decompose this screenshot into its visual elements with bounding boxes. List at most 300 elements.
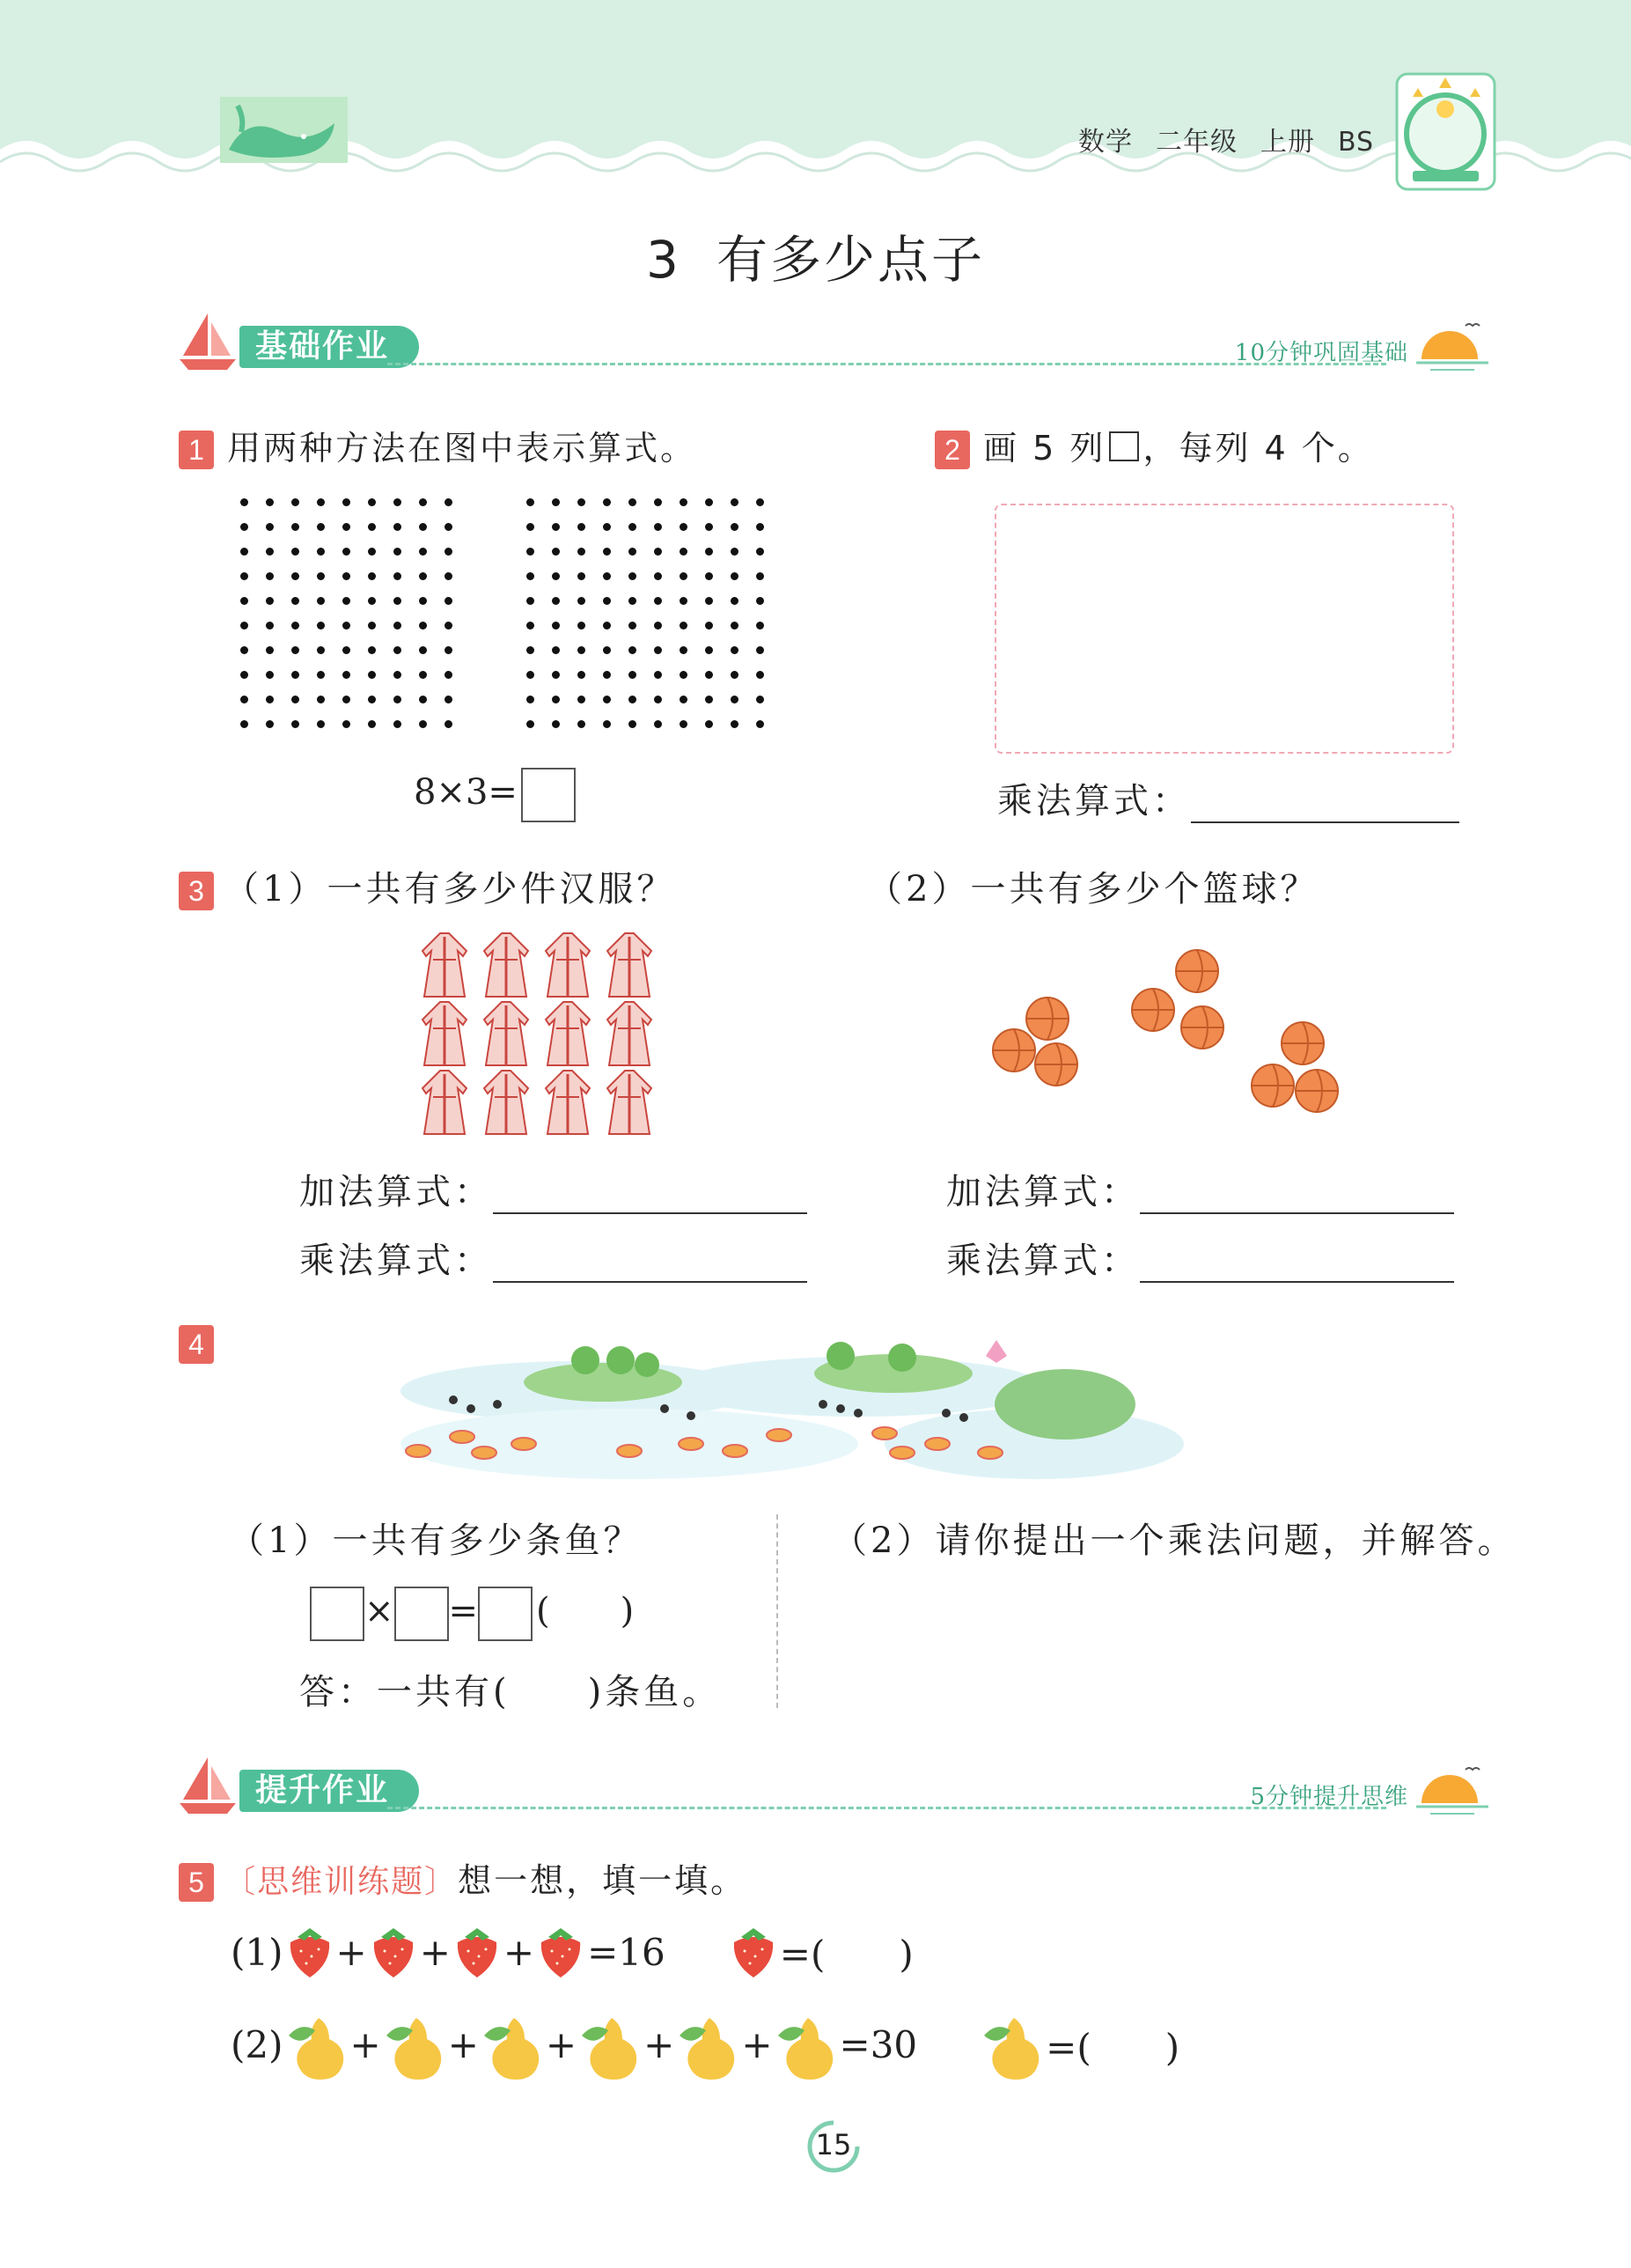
q3-right-add-label: 加法算式： (946, 1172, 1140, 1212)
dot (603, 622, 611, 630)
basketball-icon (1252, 1064, 1294, 1107)
dot (342, 696, 350, 703)
dot (552, 597, 560, 605)
dot (240, 548, 248, 556)
dot (444, 646, 452, 654)
basketball-icon (1035, 1043, 1077, 1086)
q5-text: 想一想，填一填。 (458, 1861, 747, 1900)
dot (577, 622, 585, 630)
dot (368, 646, 376, 654)
dot (240, 622, 248, 630)
dot (317, 548, 325, 556)
dot (419, 622, 427, 630)
q5-row2-sum: =30 (839, 2023, 918, 2066)
q5-row2 (231, 2007, 1179, 2082)
q4-times: × (364, 1591, 394, 1631)
dot (342, 597, 350, 605)
dot (368, 572, 376, 580)
dot (680, 646, 687, 654)
plus-sign: + (335, 1930, 367, 1974)
dot (266, 671, 274, 679)
dot (705, 671, 713, 679)
dot (266, 646, 274, 654)
dot (266, 523, 274, 531)
q3-left-add-label: 加法算式： (299, 1172, 493, 1212)
dot (444, 622, 452, 630)
dot (577, 523, 585, 531)
dot (603, 548, 611, 556)
dot (680, 671, 687, 679)
q4-part2: （2）请你提出一个乘法问题，并解答。 (832, 1521, 1517, 1561)
dot (317, 498, 325, 506)
pear-icon (285, 2009, 349, 2081)
page-number-badge (803, 2116, 864, 2177)
section-basic-label: 基础作业 (239, 326, 419, 368)
dot (291, 696, 299, 703)
hanfu-icon (484, 1071, 528, 1134)
dot (654, 622, 662, 630)
dot (291, 622, 299, 630)
dot (731, 622, 738, 630)
dot (577, 597, 585, 605)
q1-heading (179, 421, 696, 469)
dot (291, 597, 299, 605)
dot (680, 498, 687, 506)
header-grade: 二年级 (1156, 127, 1238, 158)
section-basic-hint: 10分钟巩固基础 (1234, 340, 1408, 366)
q3-left-mul (299, 1233, 807, 1283)
pear-icon (981, 2009, 1044, 2081)
dot (240, 696, 248, 703)
page-title-number: 3 (646, 230, 681, 290)
hanfu-icon (422, 933, 467, 997)
dot (317, 523, 325, 531)
badge-icon (1395, 72, 1496, 191)
dot (266, 498, 274, 506)
dot (317, 671, 325, 679)
plus-sign: + (741, 2023, 773, 2066)
dot (603, 720, 611, 728)
strawberry-icon (369, 1925, 418, 1979)
dot (552, 720, 560, 728)
q5-row1-sum: =16 (587, 1930, 665, 1974)
dot (628, 720, 636, 728)
header-subject: 数学 (1078, 127, 1133, 158)
header-meta (1078, 120, 1397, 158)
q5-row1-answer[interactable]: =( ) (779, 1933, 914, 1976)
dot (654, 720, 662, 728)
q4-box-1[interactable] (310, 1587, 364, 1641)
section-advanced-divider (387, 1807, 1386, 1809)
dot (291, 498, 299, 506)
dot (628, 646, 636, 654)
pear-icon (481, 2009, 544, 2081)
q5-number: 5 (179, 1863, 214, 1902)
dot (756, 696, 764, 703)
dot (393, 696, 401, 703)
header-volume: 上册 (1260, 127, 1315, 158)
dot (526, 622, 534, 630)
dot (291, 523, 299, 531)
dot (342, 720, 350, 728)
dot (654, 646, 662, 654)
basketball-group (977, 946, 1347, 1131)
dot (393, 572, 401, 580)
q2-number: 2 (935, 431, 970, 469)
dot (603, 498, 611, 506)
section-advanced-label: 提升作业 (239, 1770, 419, 1812)
dot (654, 523, 662, 531)
dot (680, 696, 687, 703)
dot (291, 572, 299, 580)
dot (317, 622, 325, 630)
dot (628, 548, 636, 556)
q5-row1-prefix: (1) (231, 1930, 283, 1974)
q1-text: 用两种方法在图中表示算式。 (227, 429, 697, 468)
dot (240, 597, 248, 605)
dot (342, 671, 350, 679)
strawberry-icon (729, 1925, 778, 1979)
pear-icon (676, 2009, 739, 2081)
plus-sign: + (545, 2023, 577, 2066)
dot (419, 696, 427, 703)
q2-drawing-area[interactable] (995, 504, 1454, 754)
dot (628, 622, 636, 630)
basketball-icon (1132, 989, 1174, 1031)
dot (526, 597, 534, 605)
dot (680, 548, 687, 556)
dot (368, 696, 376, 703)
dot (342, 523, 350, 531)
q3-left-mul-line[interactable] (493, 1241, 807, 1283)
q2-text-a: 画 5 列 (983, 429, 1106, 468)
q2-text-b: ，每列 4 个。 (1142, 429, 1374, 468)
dot (552, 671, 560, 679)
dot (705, 622, 713, 630)
dot (240, 498, 248, 506)
hanfu-icon (546, 1071, 590, 1134)
dot (654, 572, 662, 580)
q2-formula-label: 乘法算式： (997, 781, 1191, 821)
dot (756, 622, 764, 630)
dot (705, 720, 713, 728)
dot (654, 671, 662, 679)
strawberry-icon (285, 1925, 334, 1979)
dot (419, 523, 427, 531)
dot (240, 720, 248, 728)
dot (317, 720, 325, 728)
dot (577, 646, 585, 654)
plus-sign: + (349, 2023, 381, 2066)
dot (680, 622, 687, 630)
q5-row2-prefix: (2) (231, 2023, 283, 2066)
dot (266, 622, 274, 630)
dot (266, 696, 274, 703)
strawberry-icon (452, 1925, 502, 1979)
q3-right-mul (946, 1233, 1454, 1283)
dot (603, 523, 611, 531)
whale-logo-icon (220, 97, 348, 163)
q3-right-add (946, 1164, 1454, 1214)
dot (444, 498, 452, 506)
dot (552, 548, 560, 556)
dot (603, 671, 611, 679)
pear-icon (578, 2009, 642, 2081)
q5-tag: 〔思维训练题〕 (224, 1864, 459, 1900)
dot (628, 498, 636, 506)
q3-left-mul-label: 乘法算式： (299, 1241, 493, 1281)
q1-equation (414, 768, 576, 822)
dot (526, 498, 534, 506)
dot (240, 572, 248, 580)
dot (552, 572, 560, 580)
dot (603, 572, 611, 580)
dot (266, 572, 274, 580)
dot (342, 646, 350, 654)
dot (317, 696, 325, 703)
q4-box-2[interactable] (394, 1587, 449, 1641)
dot (444, 597, 452, 605)
dot (368, 523, 376, 531)
q3-right-mul-label: 乘法算式： (946, 1241, 1140, 1281)
hanfu-icon (546, 933, 590, 997)
dot (317, 646, 325, 654)
basketball-icon (1282, 1022, 1324, 1064)
dot (705, 548, 713, 556)
dot (444, 720, 452, 728)
plus-sign: + (643, 2023, 675, 2066)
dot (705, 646, 713, 654)
q2-formula-line[interactable] (1191, 781, 1459, 823)
hanfu-icon (546, 1002, 590, 1065)
dot (266, 720, 274, 728)
dot (680, 523, 687, 531)
dot (680, 720, 687, 728)
dot (393, 498, 401, 506)
dot (628, 597, 636, 605)
dot (552, 622, 560, 630)
dot (419, 720, 427, 728)
dot (444, 548, 452, 556)
sunset-icon (1413, 317, 1492, 380)
plus-sign: + (503, 1930, 535, 1974)
page-title (0, 218, 1631, 292)
dot (731, 597, 738, 605)
q1-equation-text: 8×3= (414, 772, 518, 813)
dot (731, 720, 738, 728)
dot (393, 548, 401, 556)
hanfu-icon (484, 933, 528, 997)
dot (240, 646, 248, 654)
dot-grid-right[interactable] (526, 498, 782, 745)
dot (444, 523, 452, 531)
dot (552, 696, 560, 703)
dot (526, 671, 534, 679)
q4-divider (776, 1514, 778, 1708)
dot (705, 523, 713, 531)
dot (680, 597, 687, 605)
q3-part2: （2）一共有多少个篮球？ (867, 869, 1319, 909)
sailboat-icon (176, 310, 239, 373)
dot (756, 572, 764, 580)
q4-heading (179, 1325, 214, 1364)
q5-row2-answer[interactable]: =( ) (1046, 2025, 1180, 2069)
section-advanced-hint: 5分钟提升思维 (1250, 1784, 1408, 1810)
dot (552, 646, 560, 654)
dot (240, 523, 248, 531)
dot (342, 548, 350, 556)
dot (526, 523, 534, 531)
dot (240, 671, 248, 679)
dot (368, 671, 376, 679)
hanfu-icon (422, 1002, 467, 1065)
dot (577, 572, 585, 580)
dot (342, 572, 350, 580)
q3-left-add-line[interactable] (493, 1172, 807, 1214)
dot (603, 597, 611, 605)
sunset-icon (1413, 1761, 1492, 1824)
page-title-text: 有多少点子 (716, 230, 985, 290)
dot (705, 572, 713, 580)
hanfu-icon (422, 1071, 467, 1134)
dot (419, 548, 427, 556)
q3-left-add (299, 1164, 807, 1214)
dot (577, 671, 585, 679)
dot (577, 498, 585, 506)
pond-scene (365, 1321, 1188, 1497)
strawberry-icon (536, 1925, 585, 1979)
q4-unit-paren[interactable]: ( ) (536, 1591, 635, 1631)
section-advanced-bar (176, 1754, 1492, 1824)
basketball-icon (993, 1029, 1035, 1071)
q4-box-3[interactable] (478, 1587, 533, 1641)
dot (654, 597, 662, 605)
dot (342, 498, 350, 506)
q3-right-add-line[interactable] (1140, 1172, 1454, 1214)
dot (444, 671, 452, 679)
hanfu-icon (484, 1002, 528, 1065)
dot (731, 696, 738, 703)
hanfu-icon (607, 1002, 651, 1065)
dot (291, 646, 299, 654)
dot (342, 622, 350, 630)
dot (756, 671, 764, 679)
dot (731, 498, 738, 506)
dot (393, 671, 401, 679)
q4-equation (310, 1583, 634, 1641)
dot (756, 597, 764, 605)
dot (393, 622, 401, 630)
dot (266, 597, 274, 605)
page-number: 15 (815, 2128, 852, 2161)
dot (654, 548, 662, 556)
dot (393, 720, 401, 728)
q2-heading (935, 421, 1374, 469)
dot (577, 696, 585, 703)
q5-heading (179, 1853, 746, 1902)
dot (419, 572, 427, 580)
dot (603, 646, 611, 654)
pear-icon (775, 2009, 838, 2081)
dot (705, 696, 713, 703)
q3-heading (179, 861, 676, 911)
dot (756, 720, 764, 728)
q4-answer[interactable]: 答：一共有( )条鱼。 (299, 1672, 722, 1712)
dot (526, 646, 534, 654)
dot (444, 572, 452, 580)
dot (526, 548, 534, 556)
dot (756, 498, 764, 506)
basketball-icon (1296, 1070, 1338, 1112)
square-symbol (1109, 431, 1139, 461)
dot (393, 646, 401, 654)
dot-grid-left[interactable] (240, 498, 470, 745)
dot (705, 498, 713, 506)
dot (756, 523, 764, 531)
hanfu-icon (607, 1071, 651, 1134)
dot (291, 720, 299, 728)
dot (756, 646, 764, 654)
dot (603, 696, 611, 703)
sailboat-icon (176, 1754, 239, 1817)
hanfu-icon (607, 933, 651, 997)
dot (368, 597, 376, 605)
dot (552, 498, 560, 506)
dot (654, 696, 662, 703)
dot (368, 622, 376, 630)
q1-answer-box[interactable] (521, 768, 576, 822)
dot (317, 597, 325, 605)
dot (419, 498, 427, 506)
dot (577, 720, 585, 728)
dot (291, 548, 299, 556)
q3-right-mul-line[interactable] (1140, 1241, 1454, 1283)
q1-number: 1 (179, 431, 214, 469)
dot (526, 720, 534, 728)
dot (526, 696, 534, 703)
plus-sign: + (419, 1930, 451, 1974)
dot (419, 646, 427, 654)
dot (419, 597, 427, 605)
pear-icon (383, 2009, 446, 2081)
dot (628, 696, 636, 703)
dot (368, 498, 376, 506)
dot (731, 572, 738, 580)
dot (577, 548, 585, 556)
dot (317, 572, 325, 580)
hanfu-group (414, 929, 660, 1140)
dot (705, 597, 713, 605)
dot (628, 572, 636, 580)
q4-part1: （1）一共有多少条鱼？ (229, 1521, 643, 1561)
dot (266, 548, 274, 556)
dot (368, 720, 376, 728)
q2-formula (997, 773, 1459, 823)
dot (419, 671, 427, 679)
q5-row1 (231, 1921, 914, 1983)
dot (628, 671, 636, 679)
dot (291, 671, 299, 679)
dot (731, 671, 738, 679)
q4-number: 4 (179, 1325, 214, 1364)
dot (368, 548, 376, 556)
dot (731, 523, 738, 531)
dot (628, 523, 636, 531)
plus-sign: + (447, 2023, 479, 2066)
dot (731, 646, 738, 654)
dot (731, 548, 738, 556)
q3-number: 3 (179, 872, 214, 910)
